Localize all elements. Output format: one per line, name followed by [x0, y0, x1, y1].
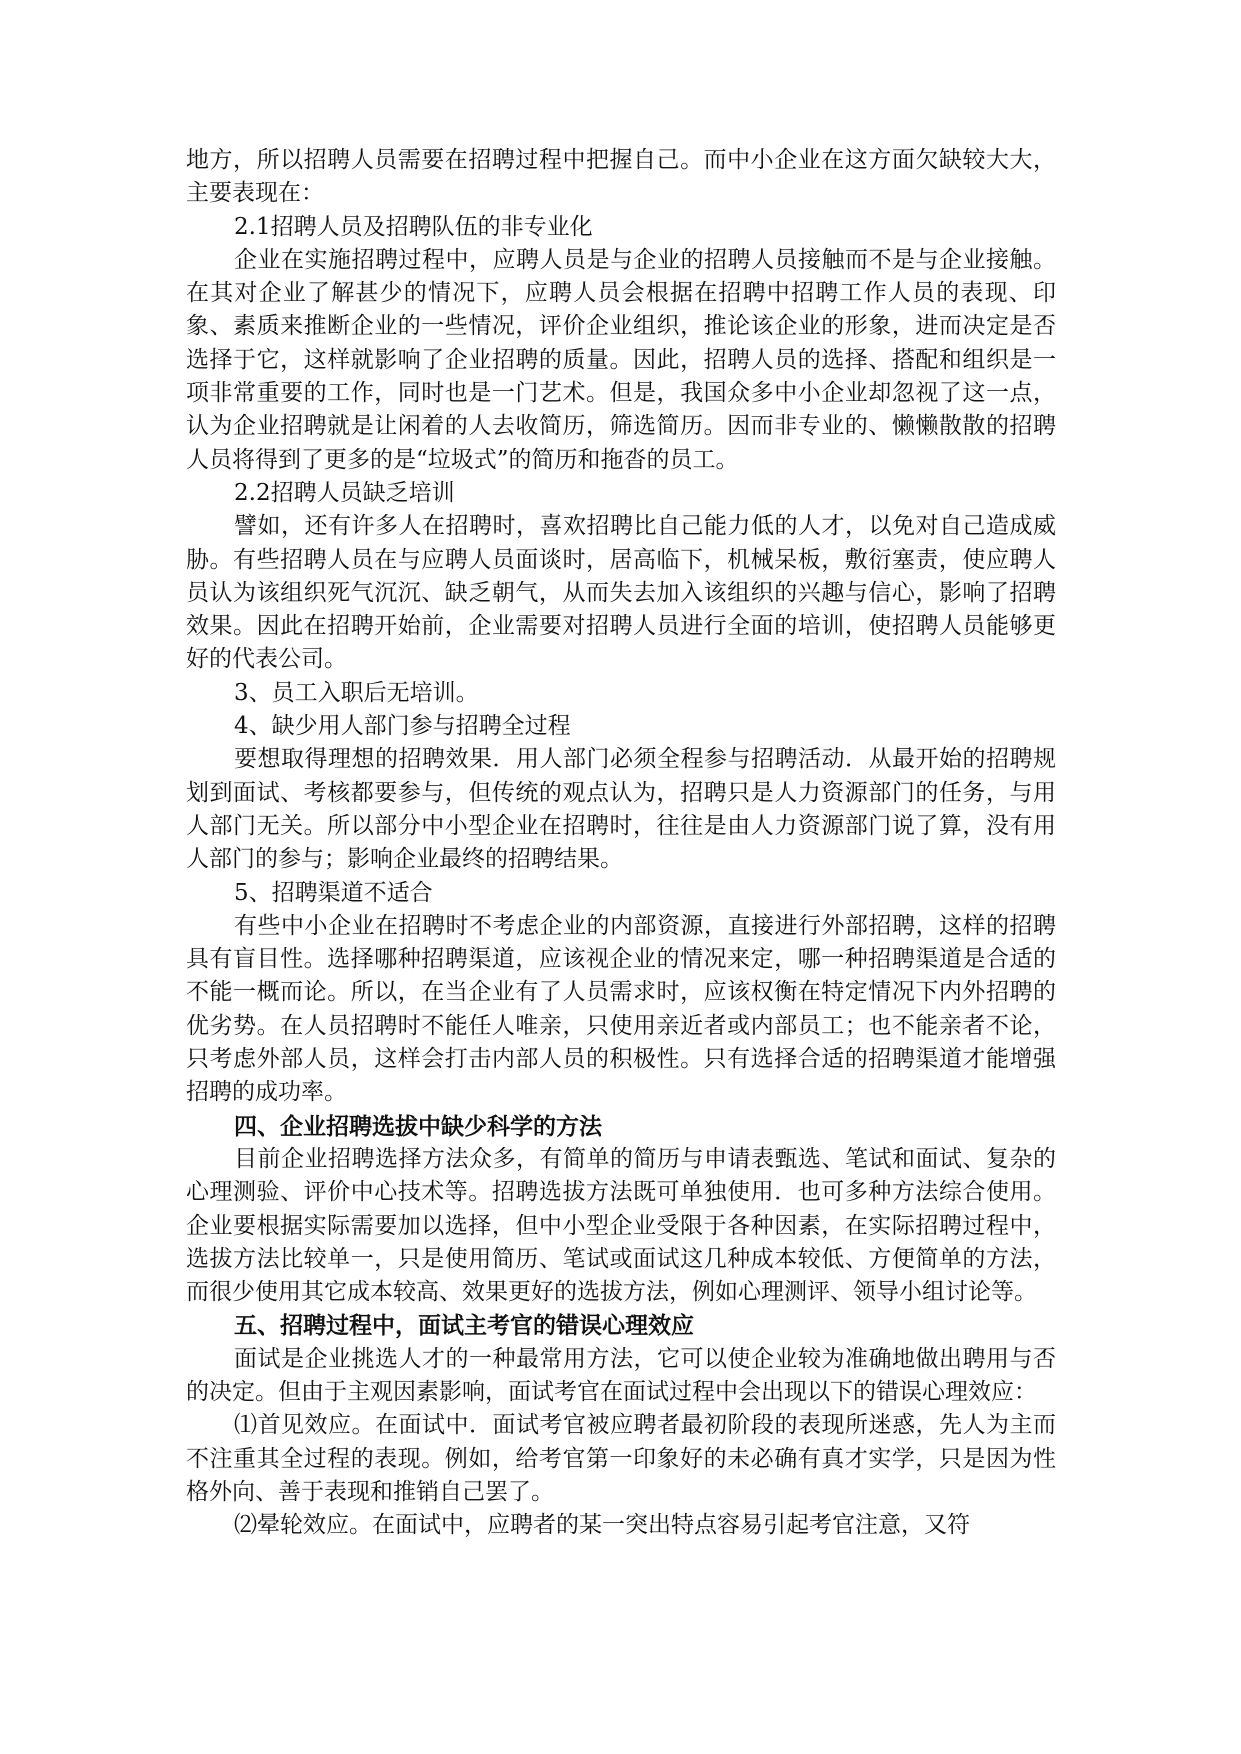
paragraph-body: 要想取得理想的招聘效果．用人部门必须全程参与招聘活动．从最开始的招聘规划到面试、考核都要参与，但传统的观点认为，招聘只是人力资源部门的任务，与用人部门无关。所以部分中小型企业在招聘时，往往是由人力资源部门说了算，没有用人部门的参与；影响企业最终的招聘结果。 [186, 746, 1056, 873]
section-heading-5: 五、招聘过程中，面试主考官的错误心理效应 [234, 1312, 694, 1340]
paragraph-body: 譬如，还有许多人在招聘时，喜欢招聘比自己能力低的人才，以免对自己造成威胁。有些招聘人员在与应聘人员面谈时，居高临下，机械呆板，敷衍塞责，使应聘人员认为该组织死气沉沉、缺乏朝气，从而失去加入该组织的兴趣与信心，影响了招聘效果。因此在招聘开始前，企业需要对招聘人员进行全面的培训，使招聘人员能够更好的代表公司。 [186, 513, 1056, 673]
document-body [186, 144, 1056, 1542]
paragraph-body: 有些中小企业在招聘时不考虑企业的内部资源，直接进行外部招聘，这样的招聘具有盲目性。选择哪种招聘渠道，应该视企业的情况来定，哪一种招聘渠道是合适的不能一概而论。所以，在当企业有了人员需求时，应该权衡在特定情况下内外招聘的优劣势。在人员招聘时不能任人唯亲，只使用亲近者或内部员工；也不能亲者不论，只考虑外部人员，这样会打击内部人员的积极性。只有选择合适的招聘渠道才能增强招聘的成功率。 [186, 912, 1056, 1106]
paragraph-body: 企业在实施招聘过程中，应聘人员是与企业的招聘人员接触而不是与企业接触。在其对企业了解甚少的情况下，应聘人员会根据在招聘中招聘工作人员的表现、印象、素质来推断企业的一些情况，评价企业组织，推论该企业的形象，进而决定是否选择于它，这样就影响了企业招聘的质量。因此，招聘人员的选择、搭配和组织是一项非常重要的工作，同时也是一门艺术。但是，我国众多中小企业却忽视了这一点，认为企业招聘就是让闲着的人去收简历，筛选简历。因而非专业的、懒懒散散的招聘人员将得到了更多的是“垃圾式”的简历和拖沓的员工。 [186, 246, 1056, 473]
subheading-2-1: 2.1招聘人员及招聘队伍的非专业化 [234, 213, 593, 240]
subheading-3: 3、员工入职后无培训。 [234, 679, 479, 706]
paragraph-body: 目前企业招聘选择方法众多，有简单的简历与申请表甄选、笔试和面试、复杂的心理测验、评价中心技术等。招聘选拔方法既可单独使用．也可多种方法综合使用。企业要根据实际需要加以选择，但中小型企业受限于各种因素，在实际招聘过程中，选拔方法比较单一，只是使用简历、笔试或面试这几种成本较低、方便简单的方法，而很少使用其它成本较高、效果更好的选拔方法，例如心理测评、领导小组讨论等。 [186, 1145, 1056, 1306]
section-heading-4: 四、企业招聘选拔中缺少科学的方法 [234, 1112, 602, 1140]
paragraph-continuation: 地方，所以招聘人员需要在招聘过程中把握自己。而中小企业在这方面欠缺较大大，主要表现在： [186, 147, 1056, 207]
list-item-first-impression: ⑴首见效应。在面试中．面试考官被应聘者最初阶段的表现所迷惑，先人为主而不注重其全过程的表现。例如，给考官第一印象好的未必确有真才实学，只是因为性格外向、善于表现和推销自己罢了。 [186, 1412, 1056, 1505]
subheading-5: 5、招聘渠道不适合 [234, 879, 433, 906]
paragraph-body: 面试是企业挑选人才的一种最常用方法，它可以使企业较为准确地做出聘用与否的决定。但由于主观因素影响，面试考官在面试过程中会出现以下的错误心理效应： [186, 1345, 1056, 1405]
subheading-4: 4、缺少用人部门参与招聘全过程 [234, 713, 571, 740]
subheading-2-2: 2.2招聘人员缺乏培训 [234, 479, 455, 506]
list-item-halo-effect: ⑵晕轮效应。在面试中，应聘者的某一突出特点容易引起考官注意，又符 [234, 1512, 970, 1539]
